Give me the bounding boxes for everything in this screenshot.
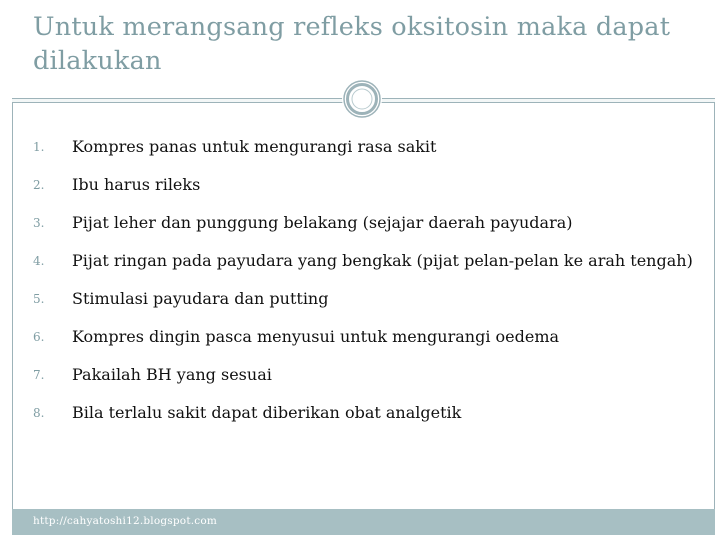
list-item (33, 205, 693, 240)
list-item-number: 3. (33, 216, 45, 230)
list-item-text: Kompres dingin pasca menyusui untuk mengurangi oedema (72, 327, 560, 346)
list-item (33, 395, 693, 430)
list-item-text: Pakailah BH yang sesuai (72, 365, 272, 384)
footer-bar (12, 509, 715, 535)
list-item-number: 6. (33, 330, 45, 344)
list-item-number: 8. (33, 406, 45, 420)
footer-url[interactable]: http://cahyatoshi12.blogspot.com (33, 515, 218, 527)
list-item-number: 5. (33, 292, 45, 306)
list-item (33, 281, 693, 316)
list-item-text: Pijat ringan pada payudara yang bengkak (pijat pelan-pelan ke arah tengah) (72, 251, 693, 270)
list-item-text: Bila terlalu sakit dapat diberikan obat analgetik (72, 403, 462, 422)
circle-badge-icon (342, 79, 382, 119)
list-item (33, 243, 693, 278)
list-item-text: Kompres panas untuk mengurangi rasa sakit (72, 137, 437, 156)
slide-title: Untuk merangsang refleks oksitosin maka dapat dilakukan (33, 12, 671, 76)
list-item (33, 319, 693, 354)
list-item-text: Ibu harus rileks (72, 175, 201, 194)
list-item-text: Stimulasi payudara dan putting (72, 289, 329, 308)
list-item-number: 7. (33, 368, 45, 382)
list-item (33, 167, 693, 202)
bullet-list (33, 129, 693, 433)
list-item-number: 1. (33, 140, 45, 154)
list-item-text: Pijat leher dan punggung belakang (sejajar daerah payudara) (72, 213, 573, 232)
list-item (33, 357, 693, 392)
list-item-number: 4. (33, 254, 45, 268)
list-item (33, 129, 693, 164)
list-item-number: 2. (33, 178, 45, 192)
